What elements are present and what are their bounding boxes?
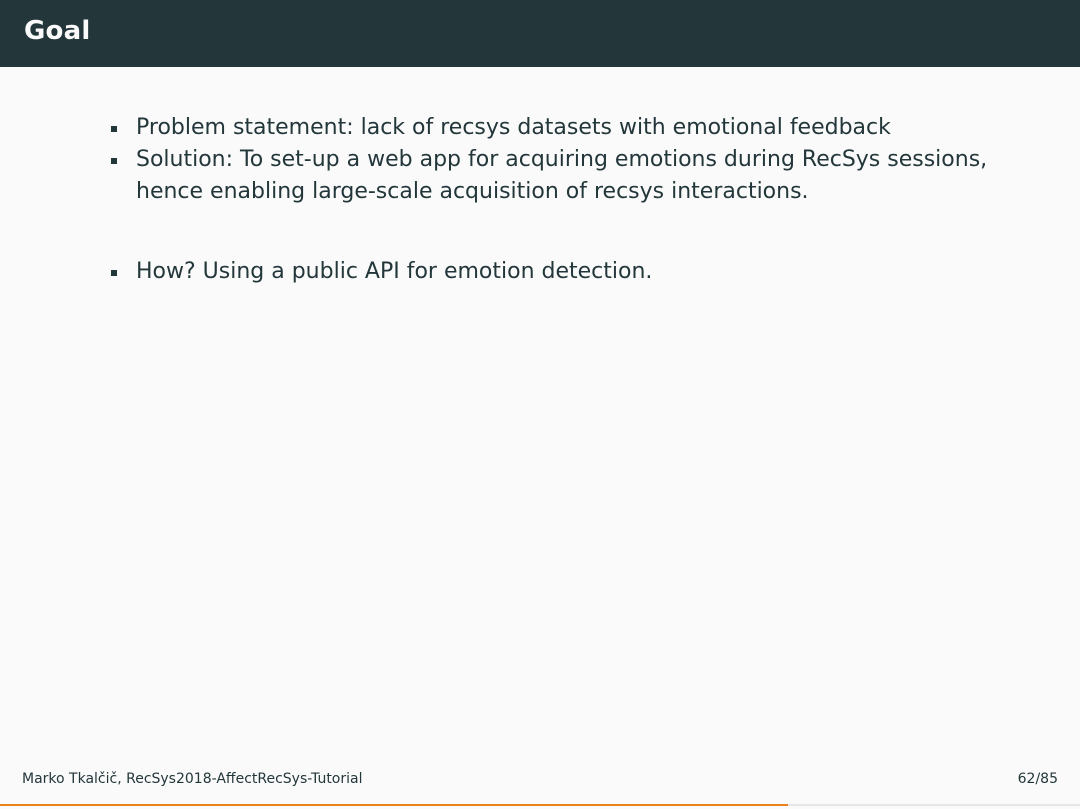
- slide-footer: [0, 768, 1080, 792]
- progress-bar: [0, 804, 1080, 806]
- bullet-item: [106, 112, 1006, 144]
- progress-fill: [0, 804, 788, 806]
- page-number: 62/85: [1017, 771, 1058, 787]
- footer-author-event: Marko Tkalčič, RecSys2018-AffectRecSys-Tutorial: [22, 771, 363, 787]
- bullet-item: [106, 256, 1006, 288]
- bullet-text: How? Using a public API for emotion detection.: [136, 259, 653, 284]
- bullet-text: Solution: To set-up a web app for acquiring emotions during RecSys sessions, hence enabling large-scale acquisition of recsys interactions.: [136, 147, 988, 204]
- bullet-text: Problem statement: lack of recsys datasets with emotional feedback: [136, 115, 891, 140]
- bullet-item: [106, 144, 1006, 208]
- slide-title: Goal: [24, 16, 91, 46]
- square-bullet-icon: [111, 270, 117, 276]
- bullet-list: [106, 112, 1006, 288]
- slide-title-bar: [0, 0, 1080, 67]
- square-bullet-icon: [111, 158, 117, 164]
- square-bullet-icon: [111, 126, 117, 132]
